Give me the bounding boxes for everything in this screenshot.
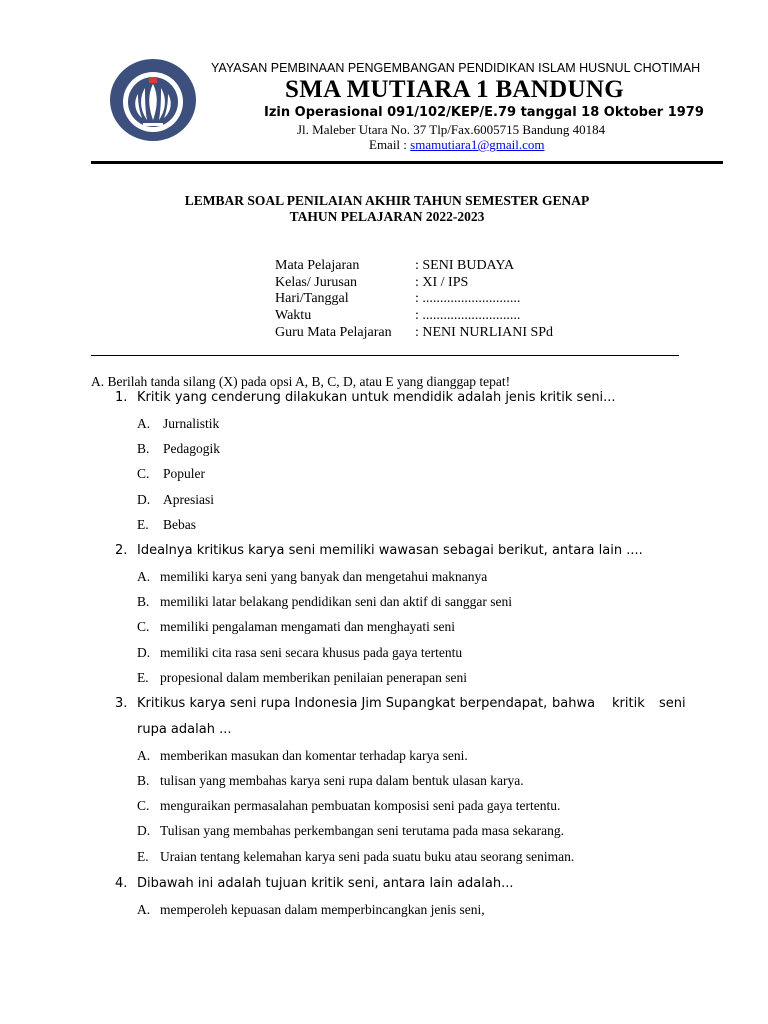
option-letter: E. bbox=[137, 517, 149, 532]
question-text-line2: rupa adalah ... bbox=[137, 722, 232, 737]
info-label-time: Waktu bbox=[275, 308, 312, 323]
option-letter: B. bbox=[137, 441, 150, 456]
header-divider bbox=[91, 161, 723, 164]
info-divider bbox=[91, 355, 679, 356]
option-text: Apresiasi bbox=[163, 492, 214, 507]
question-text: Idealnya kritikus karya seni memiliki wawasan sebagai berikut, antara lain .... bbox=[137, 543, 643, 558]
option-letter: A. bbox=[137, 902, 151, 917]
option-letter: E. bbox=[137, 849, 149, 864]
option-text: memiliki karya seni yang banyak dan mengetahui maknanya bbox=[160, 569, 488, 584]
option-letter: D. bbox=[137, 492, 151, 507]
question-text: Kritik yang cenderung dilakukan untuk mendidik adalah jenis kritik seni... bbox=[137, 390, 616, 405]
option-text: propesional dalam memberikan penilaian penerapan seni bbox=[160, 670, 468, 685]
operating-permit: Izin Operasional 091/102/KEP/E.79 tanggal 18 Oktober 1979 bbox=[264, 105, 704, 120]
info-label-date: Hari/Tanggal bbox=[275, 291, 349, 306]
option-letter: A. bbox=[137, 748, 151, 763]
school-name: SMA MUTIARA 1 BANDUNG bbox=[285, 76, 624, 103]
question-number: 1. bbox=[115, 390, 128, 405]
info-label-teacher: Guru Mata Pelajaran bbox=[275, 325, 392, 340]
school-logo bbox=[109, 58, 197, 142]
option-letter: A. bbox=[137, 569, 151, 584]
info-value-date: : ............................ bbox=[415, 291, 521, 306]
info-value-teacher: : NENI NURLIANI SPd bbox=[415, 325, 554, 340]
option-letter: B. bbox=[137, 773, 150, 788]
option-letter: E. bbox=[137, 670, 149, 685]
option-text: Uraian tentang kelemahan karya seni pada suatu buku atau seorang seniman. bbox=[160, 849, 575, 864]
option-text: memperoleh kepuasan dalam memperbincangkan jenis seni, bbox=[160, 902, 485, 917]
email-label: Email : bbox=[369, 137, 411, 152]
question-number: 3. bbox=[115, 696, 128, 711]
option-text: memiliki latar belakang pendidikan seni dan aktif di sanggar seni bbox=[160, 594, 513, 609]
option-text: memberikan masukan dan komentar terhadap karya seni. bbox=[160, 748, 468, 763]
option-text: Bebas bbox=[163, 517, 196, 532]
info-value-class: : XI / IPS bbox=[415, 275, 469, 290]
option-letter: C. bbox=[137, 466, 150, 481]
section-a-instruction: A. Berilah tanda silang (X) pada opsi A, B, C, D, atau E yang dianggap tepat! bbox=[91, 374, 511, 389]
foundation-name: YAYASAN PEMBINAAN PENGEMBANGAN PENDIDIKAN ISLAM HUSNUL CHOTIMAH bbox=[211, 61, 701, 75]
option-text: Pedagogik bbox=[163, 441, 220, 456]
question-number: 2. bbox=[115, 543, 128, 558]
school-address: Jl. Maleber Utara No. 37 Tlp/Fax.6005715 Bandung 40184 bbox=[297, 122, 606, 137]
option-letter: D. bbox=[137, 645, 151, 660]
info-label-subject: Mata Pelajaran bbox=[275, 258, 360, 273]
option-text: Jurnalistik bbox=[163, 416, 220, 431]
option-letter: A. bbox=[137, 416, 151, 431]
option-text: memiliki cita rasa seni secara khusus pada gaya tertentu bbox=[160, 645, 463, 660]
question-text-part3: kritik bbox=[612, 696, 645, 711]
option-text: Tulisan yang membahas perkembangan seni terutama pada masa sekarang. bbox=[160, 823, 564, 838]
option-letter: C. bbox=[137, 619, 150, 634]
info-label-class: Kelas/ Jurusan bbox=[275, 275, 358, 290]
option-text: menguraikan permasalahan pembuatan komposisi seni pada gaya tertentu. bbox=[160, 798, 561, 813]
email-link[interactable]: smamutiara1@gmail.com bbox=[410, 137, 545, 152]
info-value-subject: : SENI BUDAYA bbox=[415, 258, 515, 273]
option-letter: D. bbox=[137, 823, 151, 838]
question-number: 4. bbox=[115, 876, 128, 891]
info-value-time: : ............................ bbox=[415, 308, 521, 323]
exam-title: LEMBAR SOAL PENILAIAN AKHIR TAHUN SEMESTER GENAP bbox=[184, 193, 590, 208]
question-text-part1: Kritikus karya seni rupa Indonesia Jim Supangkat berpendapat, bbox=[137, 696, 548, 711]
question-text: Dibawah ini adalah tujuan kritik seni, antara lain adalah... bbox=[137, 876, 514, 891]
academic-year: TAHUN PELAJARAN 2022-2023 bbox=[289, 209, 485, 224]
email-line bbox=[369, 137, 545, 153]
option-text: Populer bbox=[163, 466, 205, 481]
option-letter: C. bbox=[137, 798, 150, 813]
option-text: memiliki pengalaman mengamati dan menghayati seni bbox=[160, 619, 456, 634]
question-text-part2: bahwa bbox=[552, 696, 596, 711]
option-letter: B. bbox=[137, 594, 150, 609]
question-text-part4: seni bbox=[659, 696, 686, 711]
option-text: tulisan yang membahas karya seni rupa dalam bentuk ulasan karya. bbox=[160, 773, 524, 788]
